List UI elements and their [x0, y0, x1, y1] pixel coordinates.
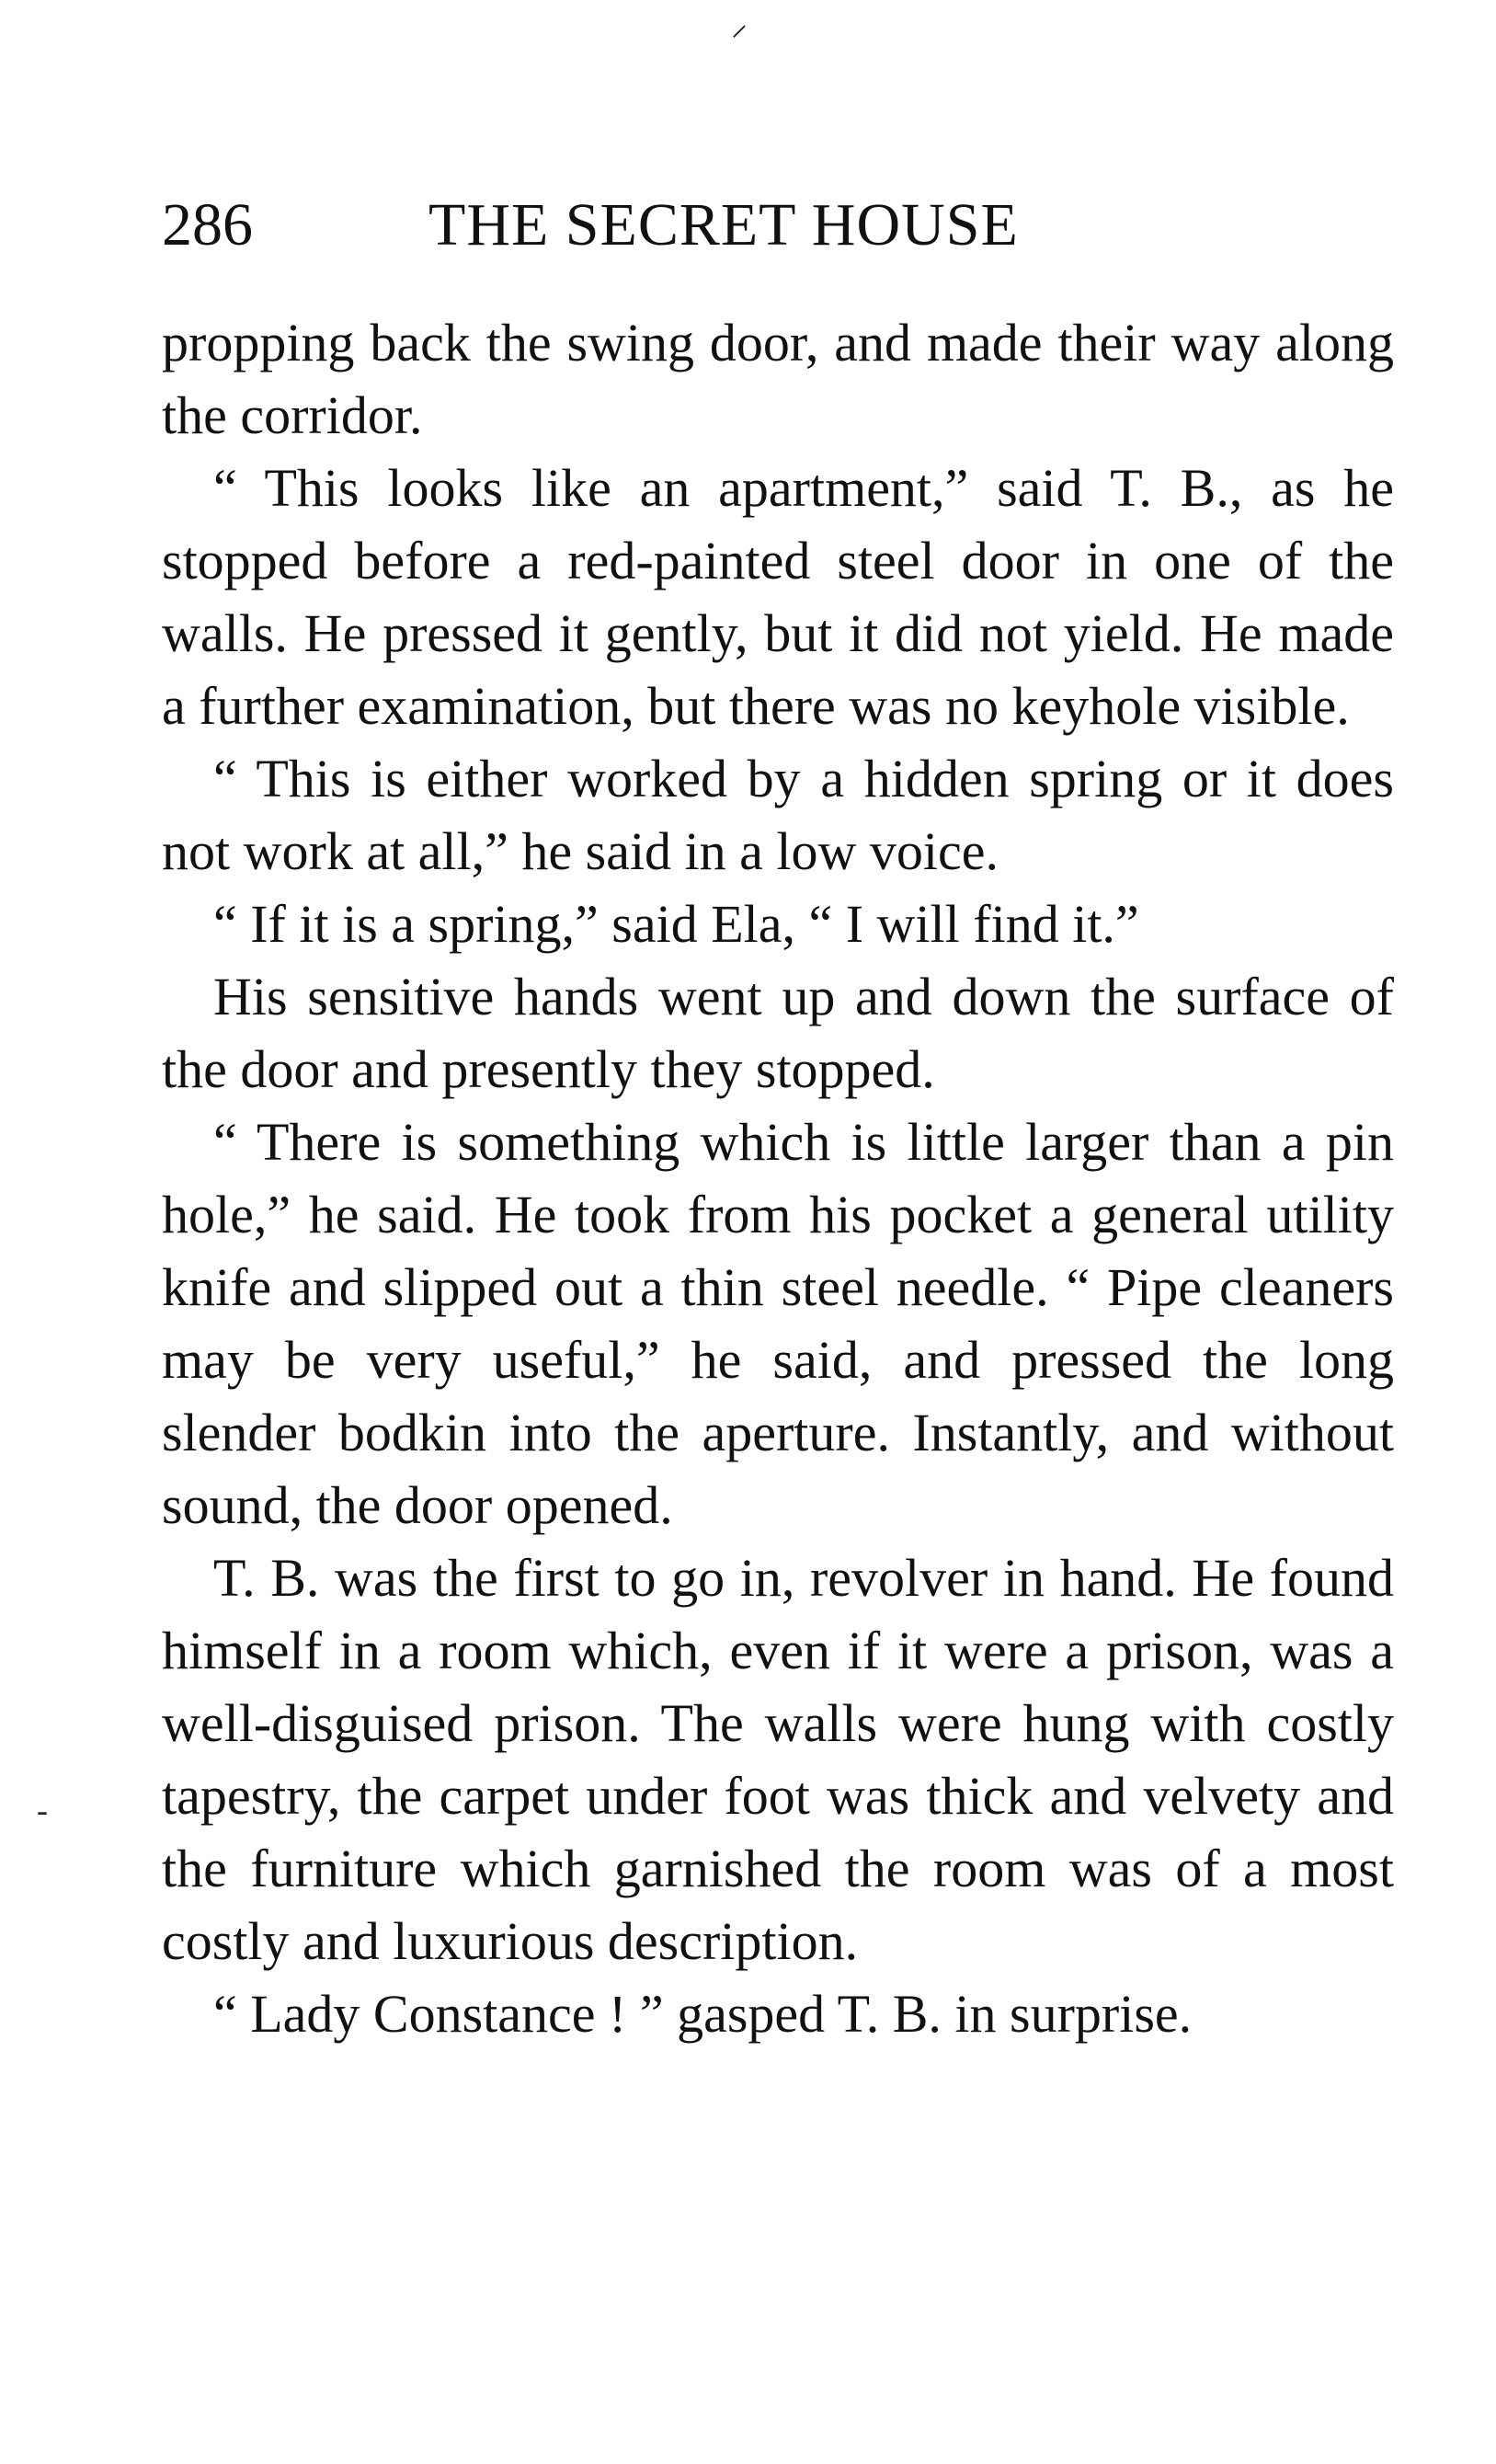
page-header — [162, 184, 1394, 267]
body-text — [162, 306, 1394, 2050]
paragraph: “ This is either worked by a hidden spring or it does not work at all,” he said in a low voice. — [162, 749, 1394, 881]
paragraph: “ This looks like an apartment,” said T. B., as he stopped before a red-painted steel door in one of the walls. He pressed it gently, but it did not yield. He made a further examination, but there was no keyhole visible. — [162, 458, 1394, 736]
paragraph: T. B. was the first to go in, revolver in hand. He found himself in a room which, even if it were a prison, was a well-disguised prison. The walls were hung with costly tapestry, the carpet under foot was thick and velvety and the furniture which garnished the room was of a most costly and luxurious description. — [162, 1548, 1394, 1971]
running-title: THE SECRET HOUSE — [428, 191, 1019, 258]
stray-mark: ⸝ — [731, 6, 748, 42]
paragraph: His sensitive hands went up and down the surface of the door and presently they stopped. — [162, 967, 1394, 1099]
paragraph: “ There is something which is little larger than a pin hole,” he said. He took from his pocket a general utility knife and slipped out a thin steel needle. “ Pipe cleaners may be very useful,” he said, and pressed the long slender bodkin into the aperture. Instantly, and without sound, the door opened. — [162, 1112, 1394, 1535]
page-number: 286 — [162, 191, 253, 258]
paragraph: propping back the swing door, and made their way along the corridor. — [162, 313, 1394, 445]
paragraph: “ If it is a spring,” said Ela, “ I will find it.” — [213, 894, 1139, 954]
margin-mark: - — [37, 1792, 48, 1828]
paragraph: “ Lady Constance ! ” gasped T. B. in surprise. — [213, 1984, 1193, 2044]
